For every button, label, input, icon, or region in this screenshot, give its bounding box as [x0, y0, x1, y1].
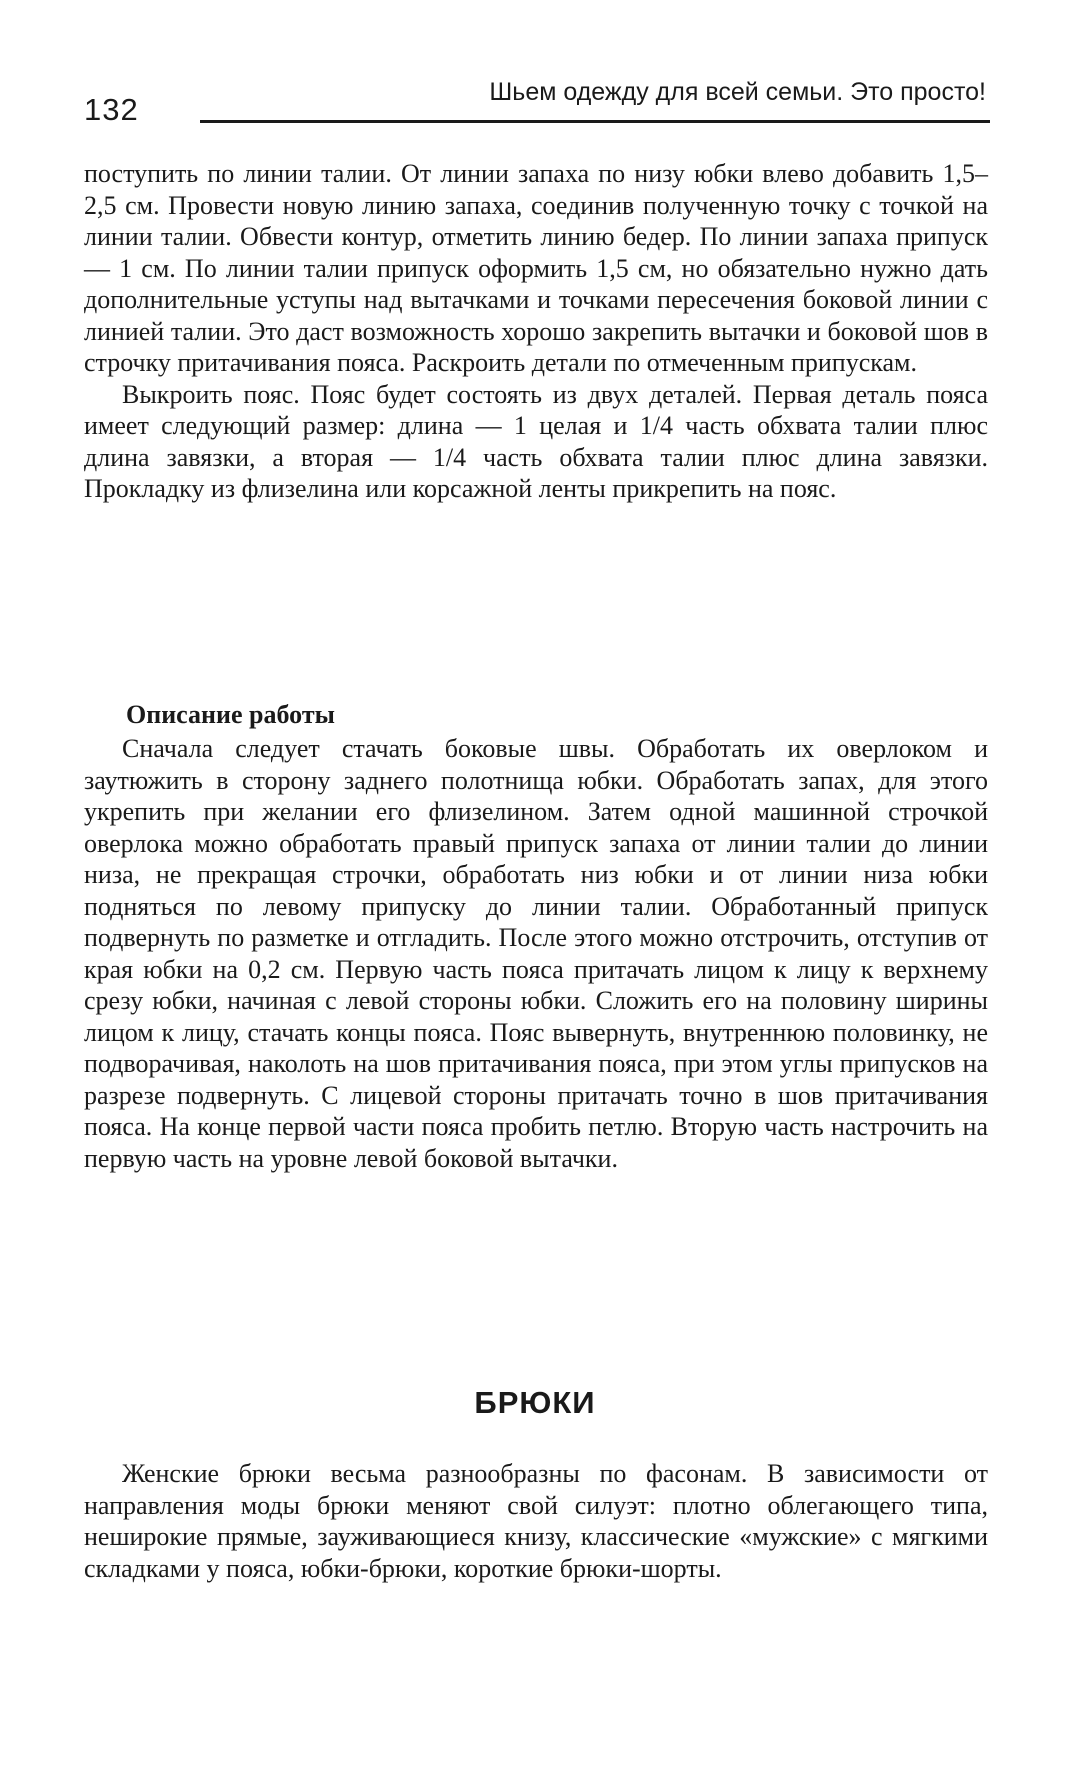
intro-text-block — [84, 158, 988, 505]
paragraph-work-steps: Сначала следует стачать боковые швы. Обработать их оверлоком и заутюжить в сторону заднего полотнища юбки. Обработать запах, для этого укрепить при желании его флизелином. Затем одной машинной строчкой оверлока можно обработать правый припуск запаха от линии талии до линии низа, не прекращая строчки, обработать низ юбки и от линии низа юбки подняться по левому припуску до линии талии. Обработанный припуск подвернуть по разметке и отгладить. После этого можно отстрочить, отступив от края юбки на 0,2 см. Первую часть пояса притачать лицом к лицу к верхнему срезу юбки, начиная с левой стороны юбки. Сложить его на половину ширины лицом к лицу, стачать концы пояса. Пояс вывернуть, внутреннюю половинку, не подворачивая, наколоть на шов притачивания пояса, при этом углы припусков на разрезе подвернуть. С лицевой стороны притачать точно в шов притачивания пояса. На конце первой части пояса пробить петлю. Вторую часть настрочить на первую часть на уровне левой боковой вытачки. — [84, 734, 988, 1173]
paragraph-trousers-intro: Женские брюки весьма разнообразны по фасонам. В зависимости от направления моды брюки меняют свой силуэт: плотно облегающего типа, неширокие прямые, зауживающиеся книзу, классические «мужские» с мягкими складками у пояса, юбки-брюки, короткие брюки-шорты. — [84, 1459, 988, 1583]
header-rule — [200, 120, 990, 123]
paragraph-continued: поступить по линии талии. От линии запаха по низу юбки влево добавить 1,5–2,5 см. Провести новую линию запаха, соединив полученную точку с точкой на линии талии. Обвести контур, отметить линию бедер. По линии запаха припуск — 1 см. По линии талии припуск оформить 1,5 см, но обязательно нужно дать дополнительные уступы над вытачками и точками пересечения боковой линии с линией талии. Это даст возможность хорошо закрепить вытачки и боковой шов в строчку притачивания пояса. Раскроить детали по отмеченным припускам. — [84, 159, 988, 377]
section-title-trousers: БРЮКИ — [474, 1385, 596, 1420]
trousers-text-block — [84, 1458, 988, 1584]
subheading-work-description: Описание работы — [126, 700, 335, 729]
running-title: Шьем одежду для всей семьи. Это просто! — [489, 78, 986, 106]
work-text-block — [84, 733, 988, 1174]
page-number: 132 — [84, 92, 139, 127]
paragraph-belt-cutting: Выкроить пояс. Пояс будет состоять из двух деталей. Первая деталь пояса имеет следующий размер: длина — 1 целая и 1/4 часть обхвата талии плюс длина завязки, а вторая — 1/4 часть обхвата талии плюс длина завязки. Прокладку из флизелина или корсажной ленты прикрепить на пояс. — [84, 379, 988, 503]
